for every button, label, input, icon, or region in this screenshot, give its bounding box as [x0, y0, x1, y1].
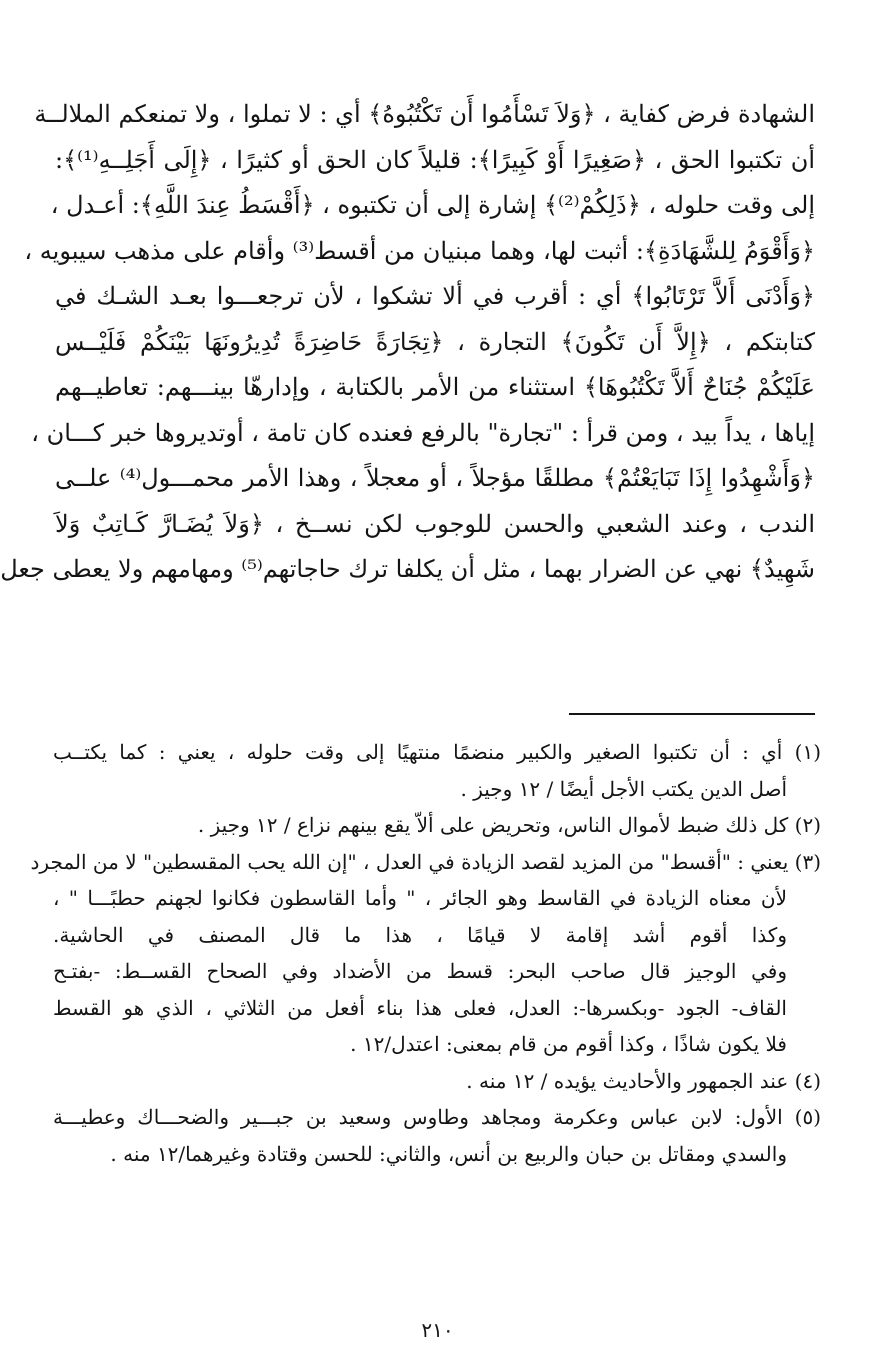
- main-text: [0, 92, 815, 593]
- footnote-1: [53, 734, 821, 807]
- main-text-line: كتابتكم ، ﴿إِلاَّ أَن تَكُونَ﴾ التجارة ، ﴿تِجَارَةً حَاضِرَةً تُدِيرُونَهَا بَيْنَكُمْ فَلَيْــس: [55, 327, 815, 356]
- footnote-line: (٢) كل ذلك ضبط لأموال الناس، وتحريض على ألاّ يقع بينهم نزاع / ١٢ وجيز .: [197, 813, 821, 837]
- main-text-line: أن تكتبوا الحق ، ﴿صَغِيرًا أَوْ كَبِيرًا﴾: قليلاً كان الحق أو كثيرًا ، ﴿إِلَى أَجَلِــهِ⁽¹⁾﴾:: [55, 145, 815, 174]
- footnote-line: (١) أي : أن تكتبوا الصغير والكبير منضمًا منتهيًا إلى وقت حلوله ، يعني : كما يكتــب: [53, 740, 821, 764]
- main-text-line: إلى وقت حلوله ، ﴿ذَلِكُمْ⁽²⁾﴾ إشارة إلى أن تكتبوه ، ﴿أَقْسَطُ عِندَ اللَّهِ﴾: أعـدل ،: [50, 191, 815, 219]
- footnote-line: فلا يكون شاذًا ، وكذا أقوم من قام بمعنى: اعتدل/١٢ .: [350, 1032, 787, 1056]
- main-text-line: الندب ، وعند الشعبي والحسن للوجوب لكن نســخ ، ﴿وَلاَ يُضَـارَّ كَـاتِبٌ وَلاَ: [55, 509, 815, 538]
- footnote-line: أصل الدين يكتب الأجل أيضًا / ١٢ وجيز .: [460, 776, 787, 801]
- main-text-line: إياها ، يداً بيد ، ومن قرأ : "تجارة" بالرفع فعنده كان تامة ، أوتديروها خبر كـــان ،: [31, 418, 815, 447]
- footnotes: [30, 734, 821, 1172]
- footnote-line: وكذا أقوم أشد إقامة لا قيامًا ، هذا ما قال المصنف في الحاشية.: [53, 922, 787, 947]
- footnote-line: والسدي ومقاتل بن حبان والربيع بن أنس، والثاني: للحسن وقتادة وغيرهما/١٢ منه .: [110, 1141, 787, 1166]
- footnote-separator: [569, 713, 815, 715]
- footnote-line: (٣) يعني : "أقسط" من المزيد لقصد الزيادة في العدل ، "إن الله يحب المقسطين" لا من المجرد: [30, 849, 821, 874]
- main-text-line: ﴿وَأَشْهِدُوا إِذَا تَبَايَعْتُمْ﴾ مطلقًا مؤجلاً ، أو معجلاً ، وهذا الأمر محمـــول⁽⁴⁾ علــى: [55, 464, 815, 492]
- footnote-line: (٤) عند الجمهور والأحاديث يؤيده / ١٢ منه .: [466, 1068, 821, 1093]
- main-text-line: عَلَيْكُمْ جُنَاحٌ أَلاَّ تَكْتُبُوهَا﴾ استثناء من الأمر بالكتابة ، وإدارهّا بينـــهم: تعاطيــهم: [55, 373, 815, 401]
- footnote-line: لأن معناه الزيادة في القاسط وهو الجائر ، " وأما القاسطون فكانوا لجهنم حطبًـــا " ،: [53, 886, 787, 910]
- main-text-line: ﴿وَأَدْنَى أَلاَّ تَرْتَابُوا﴾ أي : أقرب في ألا تشكوا ، لأن ترجعـــوا بعـد الشـك في: [55, 282, 815, 310]
- footnote-5: [53, 1099, 821, 1172]
- main-text-line: ﴿وَأَقْوَمُ لِلشَّهَادَةِ﴾: أثبت لها، وهما مبنيان من أقسط⁽³⁾ وأقام على مذهب سيبويه ،: [24, 236, 815, 265]
- page-number: ٢١٠: [421, 1318, 454, 1342]
- footnote-line: القاف- الجود -وبكسرها-: العدل، فعلى هذا بناء أفعل من الثلاثي ، الذي هو القسط: [53, 995, 787, 1020]
- footnote-3: [30, 844, 821, 1063]
- footnote-2: [53, 807, 821, 844]
- footnote-line: وفي الوجيز قال صاحب البحر: قسط من الأضداد وفي الصحاح القســط: -بفتـح: [53, 959, 787, 983]
- footnote-4: [53, 1063, 821, 1100]
- main-text-line: شَهِيدٌ﴾ نهي عن الضرار بهما ، مثل أن يكلفا ترك حاجاتهم⁽⁵⁾ ومهامهم ولا يعطى جعل: [0, 555, 815, 583]
- main-text-line: الشهادة فرض كفاية ، ﴿وَلاَ تَسْأَمُوا أَن تَكْتُبُوهُ﴾ أي : لا تملوا ، ولا تمنعكم الملالــة: [34, 100, 815, 128]
- footnote-line: (٥) الأول: لابن عباس وعكرمة ومجاهد وطاوس وسعيد بن جبـــير والضحـــاك وعطيـــة: [53, 1105, 821, 1129]
